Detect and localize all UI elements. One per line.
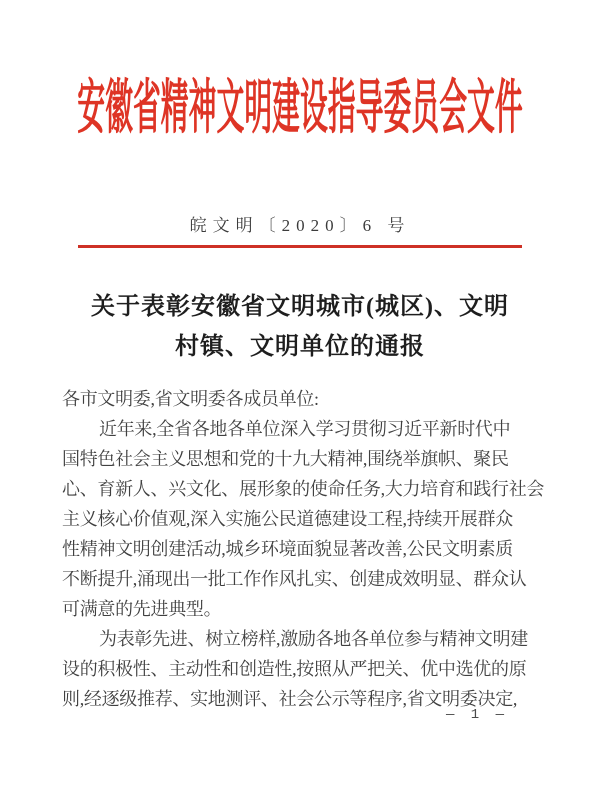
document-title-line-2: 村镇、文明单位的通报 [175,334,425,360]
body-line: 为表彰先进、树立榜样,激励各地各单位参与精神文明建 [99,629,528,649]
body-line: 主义核心价值观,深入实施公民道德建设工程,持续开展群众 [62,509,513,529]
body-line: 可满意的先进典型。 [62,599,222,619]
body-line: 近年来,全省各地各单位深入学习贯彻习近平新时代中 [99,419,511,439]
body-line: 不断提升,涌现出一批工作作风扎实、创建成效明显、群众认 [62,569,527,589]
doc-number: 皖文明〔2020〕6 号 [189,216,411,235]
body-line: 国特色社会主义思想和党的十九大精神,围绕举旗帜、聚民 [62,449,509,469]
document-body [62,384,562,714]
document-title [0,287,600,367]
agency-banner-title: 安徽省精神文明建设指导委员会文件 [77,74,523,141]
red-divider-rule [78,245,522,248]
body-line: 心、育新人、兴文化、展形象的使命任务,大力培育和践行社会 [62,479,545,499]
document-title-line-1: 关于表彰安徽省文明城市(城区)、文明 [91,294,509,320]
body-line: 设的积极性、主动性和创造性,按照从严把关、优中选优的原 [62,659,527,679]
page-number: — 1 — [446,707,509,723]
body-line: 各市文明委,省文明委各成员单位: [62,389,319,409]
body-line: 性精神文明创建活动,城乡环境面貌显著改善,公民文明素质 [62,539,513,559]
body-line: 则,经逐级推荐、实地测评、社会公示等程序,省文明委决定, [62,689,518,709]
